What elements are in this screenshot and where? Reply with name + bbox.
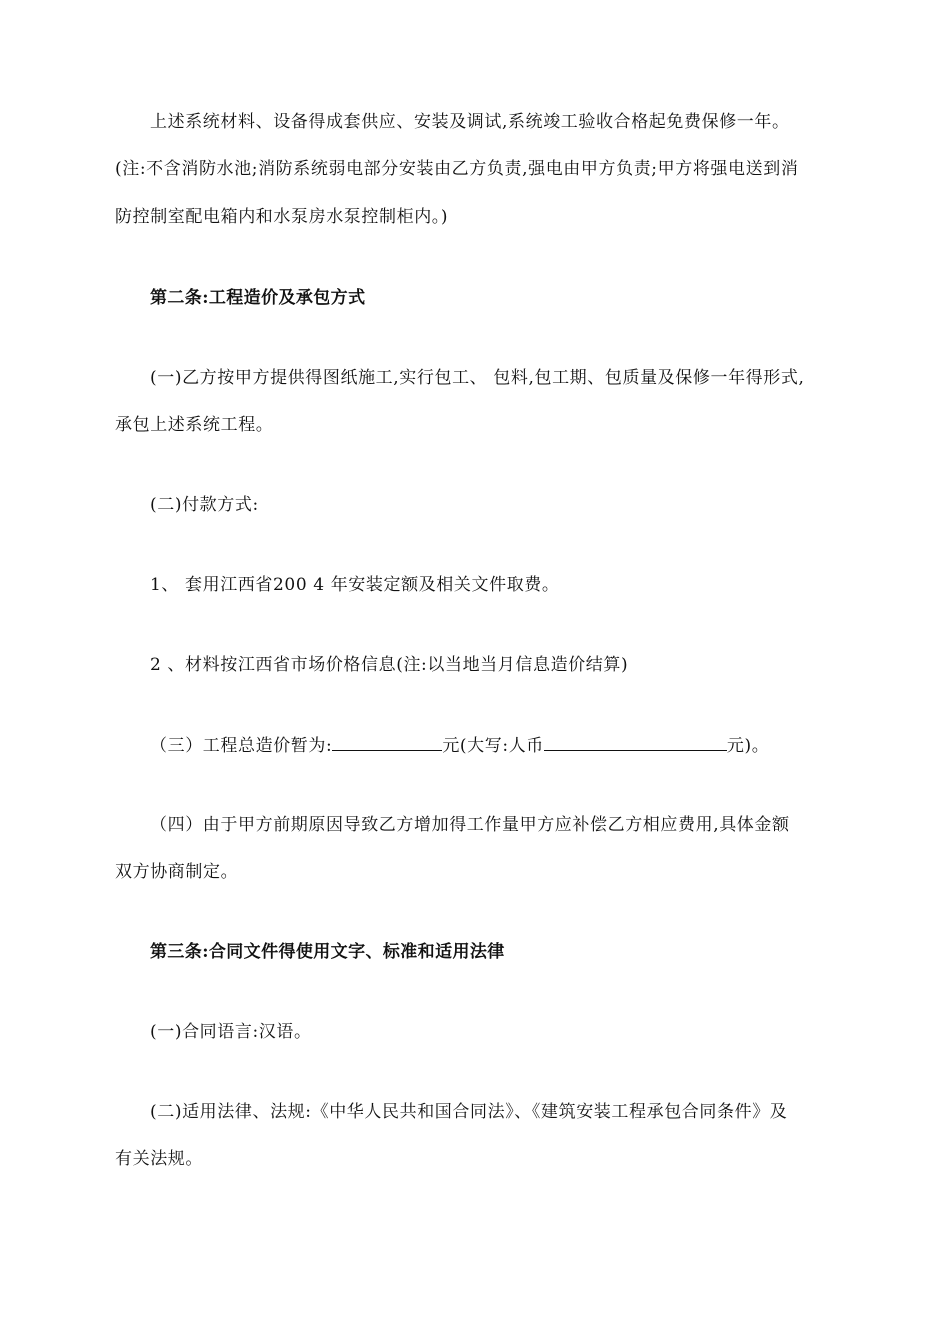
paragraph-contract-mode-line-1: (一)乙方按甲方提供得图纸施工,实行包工、 包料,包工期、包质量及保修一年得形式, (150, 368, 805, 388)
paragraph-note-line-1: (注:不含消防水池;消防系统弱电部分安装由乙方负责,强电由甲方负责;甲方将强电送到消 (115, 159, 799, 179)
article-3-heading: 第三条:合同文件得使用文字、标准和适用法律 (150, 942, 505, 962)
total-cost-label: （三）工程总造价暂为: (150, 736, 333, 756)
amount-blank-field[interactable] (332, 733, 442, 751)
paragraph-payment-method: (二)付款方式: (150, 495, 259, 515)
paragraph-note-line-2: 防控制室配电箱内和水泵房水泵控制柜内。) (115, 207, 449, 227)
paragraph-total-cost (150, 733, 860, 758)
paragraph-compensation-line-1: （四）由于甲方前期原因导致乙方增加得工作量甲方应补偿乙方相应费用,具体金额 (150, 815, 790, 835)
paragraph-payment-item-1: 1、 套用江西省200 4 年安装定额及相关文件取费。 (150, 575, 560, 595)
total-cost-capital-label: 元(大写:人币 (442, 736, 544, 756)
paragraph-contract-language: (一)合同语言:汉语。 (150, 1022, 312, 1042)
paragraph-warranty-line-1: 上述系统材料、设备得成套供应、安装及调试,系统竣工验收合格起免费保修一年。 (150, 112, 790, 132)
paragraph-applicable-law-line-1: (二)适用法律、法规:《中华人民共和国合同法》、《建筑安装工程承包合同条件》及 (150, 1102, 788, 1122)
paragraph-contract-mode-line-2: 承包上述系统工程。 (115, 415, 274, 435)
article-2-heading: 第二条:工程造价及承包方式 (150, 288, 366, 308)
paragraph-applicable-law-line-2: 有关法规。 (115, 1149, 203, 1169)
paragraph-payment-item-2: 2 、材料按江西省市场价格信息(注:以当地当月信息造价结算) (150, 655, 629, 675)
paragraph-compensation-line-2: 双方协商制定。 (115, 862, 239, 882)
total-cost-suffix: 元)。 (726, 736, 770, 756)
amount-capital-blank-field[interactable] (544, 733, 727, 751)
